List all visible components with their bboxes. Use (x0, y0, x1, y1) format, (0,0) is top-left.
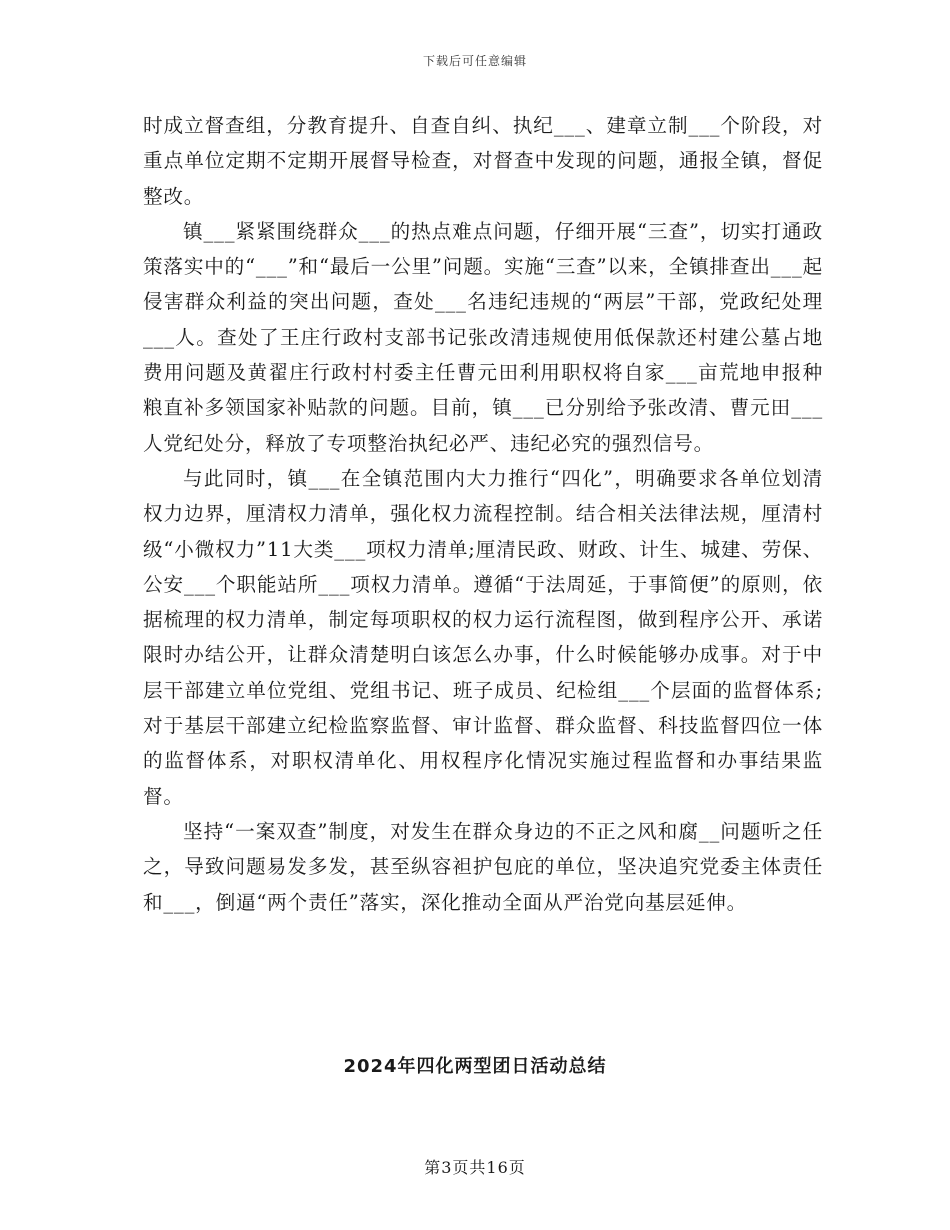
page-header: 下载后可任意编辑 (422, 54, 527, 68)
page-number: 第3页共16页 (424, 1158, 526, 1177)
document-body (143, 108, 823, 920)
paragraph-three-checks: 镇___紧紧围绕群众___的热点难点问题，仔细开展“三查”，切实打通政策落实中的“___”和“最后一公里”问题。实施“三查”以来，全镇排查出___起侵害群众利益的突出问题，查处___名违纪违规的“两层”干部，党政纪处理___人。查处了王庄行政村支部书记张改清违规使用低保款还村建公墓占地费用问题及黄翟庄行政村村委主任曹元田利用职权将自家___亩荒地申报种粮直补多领国家补贴款的问题。目前，镇___已分别给予张改清、曹元田___人党纪处分，释放了专项整治执纪必严、违纪必究的强烈信号。 (143, 219, 823, 455)
section-title: 2024年四化两型团日活动总结 (343, 1056, 607, 1077)
paragraph-continued: 时成立督查组，分教育提升、自查自纠、执纪___、建章立制___个阶段，对重点单位定期不定期开展督导检查，对督查中发现的问题，通报全镇，督促整改。 (143, 114, 823, 208)
paragraph-one-case-two-checks: 坚持“一案双查”制度，对发生在群众身边的不正之风和腐__问题听之任之，导致问题易发多发，甚至纵容袒护包庇的单位，坚决追究党委主体责任和___，倒逼“两个责任”落实，深化推动全面从严治党向基层延伸。 (143, 819, 823, 914)
paragraph-four-modernizations: 与此同时，镇___在全镇范围内大力推行“四化”，明确要求各单位划清权力边界，厘清权力清单，强化权力流程控制。结合相关法律法规，厘清村级“小微权力”11大类___项权力清单;厘清民政、财政、计生、城建、劳保、公安___个职能站所___项权力清单。遵循“于法周延，于事简便”的原则，依据梳理的权力清单，制定每项职权的权力运行流程图，做到程序公开、承诺限时办结公开，让群众清楚明白该怎么办事，什么时候能够办成事。对于中层干部建立单位党组、党组书记、班子成员、纪检组___个层面的监督体系;对于基层干部建立纪检监察监督、审计监督、群众监督、科技监督四位一体的监督体系，对职权清单化、用权程序化情况实施过程监督和办事结果监督。 (143, 466, 823, 808)
